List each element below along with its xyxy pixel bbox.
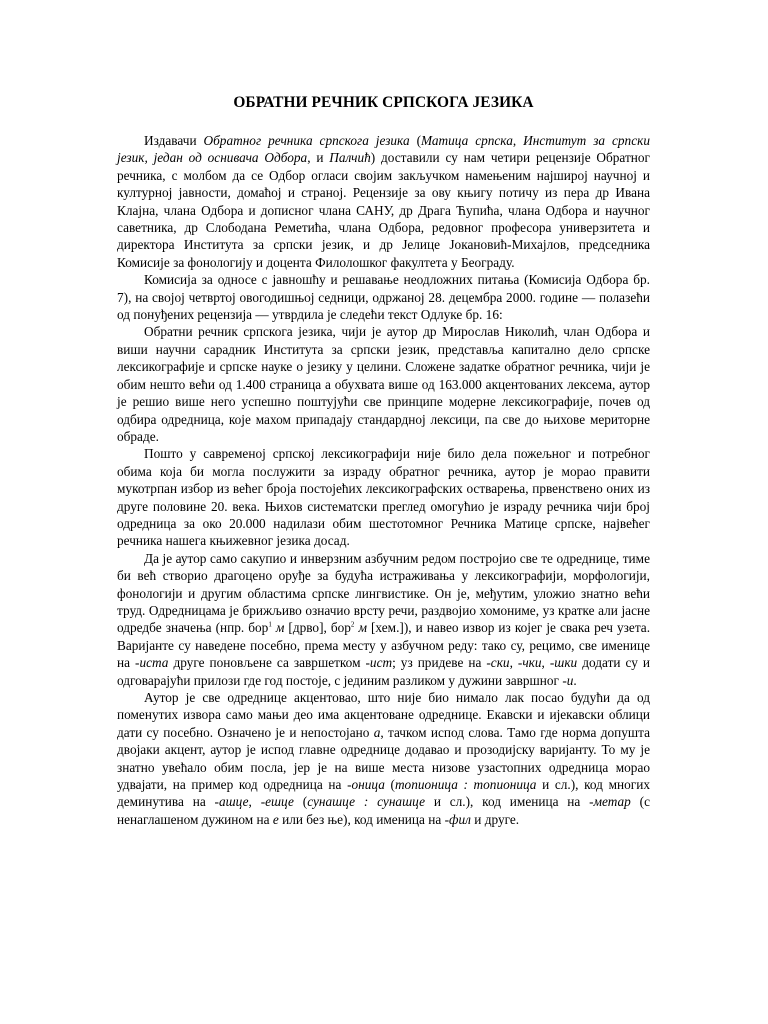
paragraph xyxy=(117,132,650,271)
paragraph xyxy=(117,550,650,689)
text-run: , xyxy=(512,133,524,148)
text-run: додати су и одговарајући прилози где год постоје, с јединим разликом у дужини завршног xyxy=(117,655,650,688)
italic-run: -метар xyxy=(589,794,631,810)
italic-run: сунашце : сунашце xyxy=(307,794,425,810)
text-run: или без ње), код именица на xyxy=(278,811,445,827)
document-page xyxy=(117,93,650,828)
italic-run: -и xyxy=(562,672,574,688)
italic-run: -иста xyxy=(135,655,169,671)
text-run: , xyxy=(541,655,550,671)
italic-run: м xyxy=(275,620,285,636)
italic-run: Матица српска xyxy=(421,133,513,148)
text-run: Комисија за односе с јавношћу и решавање неодложних питања (Комисија Одбора бр. 7), на својој четвртој овогодишњој седници, одржаној 28. децембра 2000. године — полазећи од понуђених рецензија — утврдила је следећи текст Одлуке бр. 16: xyxy=(117,272,650,323)
italic-run: -ашце xyxy=(214,794,249,810)
italic-run: -ски xyxy=(486,655,510,671)
text-run: , тачком испод слова. Тамо где норма допушта двојаки акцент, аутор је испод главне одреднице додавао и прозодијску варијанту. То му је знатно увећало обим посла, јер је на више места низове узастопних одредница морао удвајати, на пример код одредница на xyxy=(117,724,650,793)
text-run: ; уз придеве на xyxy=(392,655,487,671)
italic-run: -оница xyxy=(347,777,385,793)
text-run: ( xyxy=(293,794,308,810)
text-run: , xyxy=(509,655,518,671)
italic-run: -фил xyxy=(444,811,471,827)
superscript: 1 xyxy=(268,620,272,629)
text-run: (с ненаглашеном дужином на xyxy=(117,794,650,827)
text-run: и сл.), код именица на xyxy=(425,794,590,810)
document-title: ОБРАТНИ РЕЧНИК СРПСКОГА ЈЕЗИКА xyxy=(233,94,534,111)
italic-run: м xyxy=(358,620,367,636)
text-run: Да је аутор само сакупио и инверзним азбучним редом постројио све те одреднице, тиме би већ створио драгоцено оруђе за будућа истраживања у лексикографији, морфологији, фонологији и другим областима српске лингвистике. Он је, међутим, уложио знатно већи труд. Одредницама је брижљиво означио врсту речи, раздвојио хомониме, уз кратке али јасне одредбе значења (нпр. бор xyxy=(117,550,650,636)
italic-run: Палчић xyxy=(329,150,371,166)
text-run: Аутор је све одреднице акцентовао, што није био нимало лак посао будући да од поменутих извора само мањи део има акцентоване одреднице. Екавски и ијекавски облици дати су посебно. Означено је и непостојано xyxy=(117,690,650,740)
text-run: друге поновљене са завршетком xyxy=(168,655,366,671)
paragraph xyxy=(117,689,650,828)
italic-run: Институт за српски језик, један од оснивача Одбора xyxy=(117,133,650,166)
text-run: Пошто у савременој српској лексикографији није било дела пожељног и потребног обима која би могла послужити за израду обратног речника, аутор је морао правити мукотрпан избор из већег броја постојећих лексикографских остварења, првенствено оних из друге половине 20. века. Њихов систематски преглед омогућио је израду речника чији број одредница за око 20.000 надилази обим шестотомног Речника Матице српске, највећег речника нашега књижевног језика досад. xyxy=(117,446,650,549)
paragraph xyxy=(117,271,650,323)
italic-run: Обратног речника српскога језика xyxy=(203,133,410,148)
text-run: , xyxy=(248,794,261,810)
italic-run: -шки xyxy=(549,655,578,671)
superscript: 2 xyxy=(350,620,355,629)
text-run: [хем.]), и навео извор из којег је свака реч узета. Варијанте су наведене посебно, према месту у азбучном реду: тако су, рецимо, све именице на xyxy=(117,620,651,671)
italic-run: -ист xyxy=(365,655,393,671)
text-run: Издавачи xyxy=(144,133,204,148)
paragraph xyxy=(117,323,650,445)
italic-run: а xyxy=(373,724,381,740)
document-body xyxy=(117,132,650,828)
text-run: , и xyxy=(307,150,330,166)
italic-run: -ешце xyxy=(260,794,294,810)
italic-run: -чки xyxy=(517,655,542,671)
text-run: ) доставили су нам четири рецензије Обратног речника, с молбом да се Одбор огласи својим закључком намењеним најширој научној и културној јавности, домаћој и страној. Рецензије за ову књигу потичу из пера др Ивана Клајна, члана Одбора и дописног члана САНУ, др Драга Ћупића, члана Одбора и научног саветника, др Слободана Реметића, члана Одбора, редовног професора универзитета и директора Института за српски језик, и др Јелице Јокановић-Михајлов, председника Комисије за фонологију и доцента Филолошког факултета у Београду. xyxy=(117,150,650,270)
italic-run: е xyxy=(272,811,279,827)
italic-run: топионица : топионица xyxy=(394,777,537,793)
text-run: ( xyxy=(409,133,421,148)
text-run: и сл.), код многих деминутива на xyxy=(117,777,650,810)
text-run: [дрво], бор xyxy=(284,620,351,636)
text-run: Обратни речник српскога језика, чији је аутор др Мирослав Николић, члан Одбора и виши научни сарадник Института за српски језик, представља капитално дело српске лексикографије и српске науке о језику у целини. Сложене задатке обратног речника, чији је обим нешто већи од 1.400 страница а обухвата више од 163.000 акцентованих лексема, аутор је решио више него успешно поштујући све принципе модерне лексикографије, почев од одбира одредница, које махом припадају стандардној лексици, па све до њихове мериторне обраде. xyxy=(117,324,650,444)
paragraph xyxy=(117,445,650,549)
text-run: и друге. xyxy=(470,811,520,827)
text-run: ( xyxy=(384,777,395,793)
text-run: . xyxy=(573,672,577,688)
